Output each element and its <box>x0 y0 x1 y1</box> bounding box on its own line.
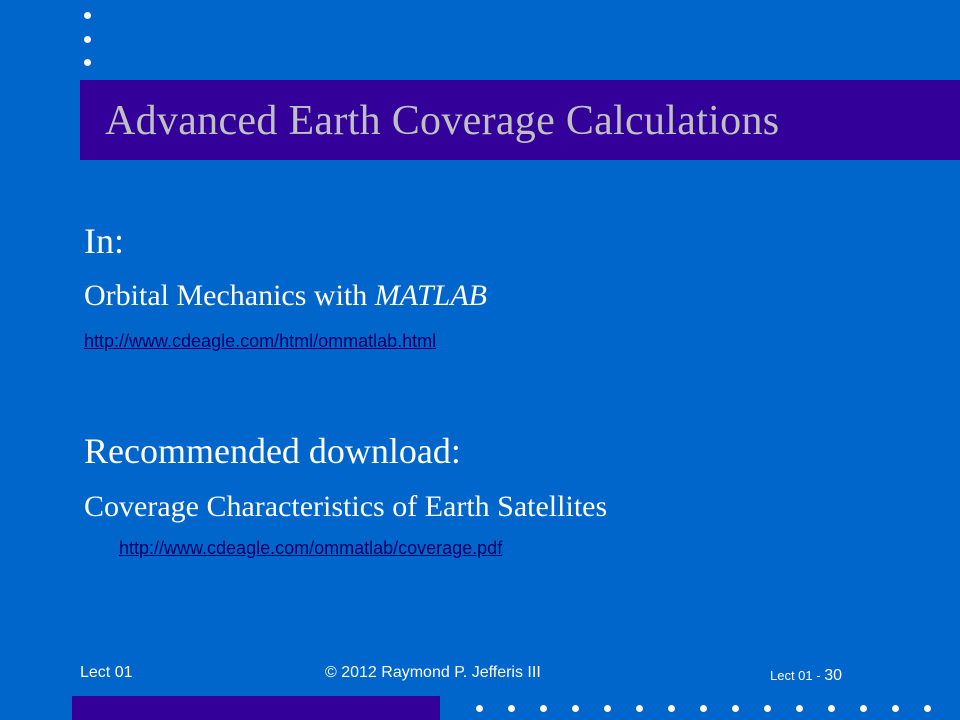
decorative-dot <box>84 12 91 19</box>
decorative-dot <box>732 705 739 712</box>
book-title-prefix: Orbital Mechanics with <box>84 279 375 312</box>
decorative-dot <box>84 59 91 66</box>
decorative-dot <box>924 705 931 712</box>
decorative-dot <box>700 705 707 712</box>
footer-left: Lect 01 <box>80 664 133 681</box>
decorative-dot <box>572 705 579 712</box>
decorative-dot <box>860 705 867 712</box>
slide-title: Advanced Earth Coverage Calculations <box>105 98 780 144</box>
in-label: In: <box>84 221 124 261</box>
decorative-dot <box>540 705 547 712</box>
decorative-dot <box>764 705 771 712</box>
decorative-dot <box>84 36 91 43</box>
decorative-dot <box>636 705 643 712</box>
coverage-link[interactable]: http://www.cdeagle.com/ommatlab/coverage.pdf <box>119 538 503 558</box>
decorative-dot <box>604 705 611 712</box>
title-bar <box>80 80 960 160</box>
decorative-dot <box>508 705 515 712</box>
book-link[interactable]: http://www.cdeagle.com/html/ommatlab.html <box>84 331 437 351</box>
footer-page-number <box>770 667 842 685</box>
decorative-dot <box>668 705 675 712</box>
footer-page-num: 30 <box>824 667 842 684</box>
decorative-dot <box>796 705 803 712</box>
bottom-bar <box>72 696 440 720</box>
coverage-title: Coverage Characteristics of Earth Satellites <box>84 490 608 523</box>
footer-copyright: © 2012 Raymond P. Jefferis III <box>325 664 541 681</box>
decorative-dot <box>828 705 835 712</box>
book-title-emphasis: MATLAB <box>374 279 487 312</box>
footer-page-prefix: Lect 01 - <box>770 668 825 683</box>
book-title <box>84 279 487 313</box>
recommended-heading: Recommended download: <box>84 431 461 471</box>
decorative-dot <box>476 705 483 712</box>
decorative-dot <box>892 705 899 712</box>
